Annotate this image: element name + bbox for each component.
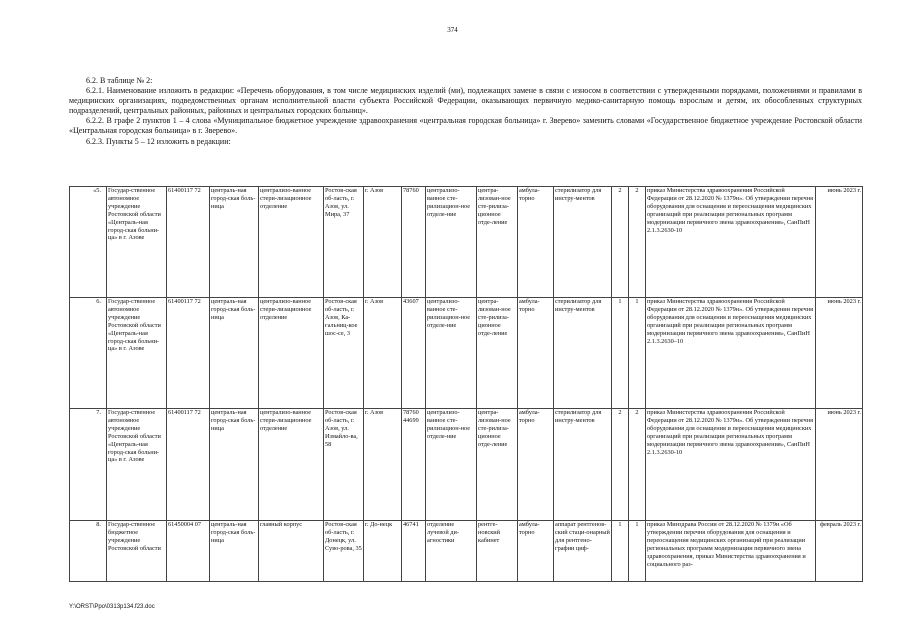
paragraph-6-2-3: 6.2.3. Пункты 5 – 12 изложить в редакции:: [86, 136, 231, 146]
cell-department: централизо-ванное стери-лизационное отделение: [259, 187, 324, 298]
footer-file-path: Y:\ORST\Ppo\0313p134.f23.doc: [69, 604, 155, 610]
cell-organization: Государ-ственное бюджетное учреждение Ростовской области: [107, 521, 167, 582]
cell-num: «5.: [70, 187, 107, 298]
cell-date: февраль 2023 г.: [816, 521, 863, 582]
paragraph-6-2: 6.2. В таблице № 2:: [86, 76, 153, 85]
cell-address: Ростов-ская об-ласть, г. Азов, ул. Мира, 37: [324, 187, 364, 298]
paragraph-6-2-1: 6.2.1. Наименование изложить в редакции: «Перечень оборудования, в том числе медицинских изделий (ми), подлежащих замене в связи с износом в соответствии с утвержденными порядками, положениями и правилами в медицинских организациях, подведомственных органам исполнительной власти субъекта Российской Федерации, оказывающих первичную медико-санитарную помощь взрослым и детям, их обособленных структурных подразделений, центральных районных, районных и центральных городских больниц».: [69, 86, 862, 116]
cell-qty-1: 1: [612, 521, 629, 582]
cell-basis: приказ Министерства здравоохранения Российской Федерации от 28.12.2020 № 1379н». Об утверждении перечня оборудования для оснащения и переоснащения медицинских организаций при реализации региональных программ модернизации первичного звена здравоохранения», СанПиН 2.1.3.2630-10: [646, 187, 816, 298]
cell-oktmo: 43607: [402, 298, 426, 409]
cell-basis: приказ Министерства здравоохранения Российской Федерации от 28.12.2020 № 1379н». Об утверждении перечня оборудования для оснащения и переоснащения медицинских организаций при реализации региональных программ модернизации первичного звена здравоохранения», СанПиН 2.1.3.2630–10: [646, 298, 816, 409]
cell-department: централизо-ванное стери-лизационное отделение: [259, 298, 324, 409]
cell-type: централь-ная город-ская боль-ница: [210, 298, 259, 409]
cell-department: главный корпус: [259, 521, 324, 582]
cell-organization: Государ-ственное автономное учреждение Ростовской области «Централь-ная город-ская больни-ца» в г. Азове: [107, 409, 167, 521]
cell-qty-1: 2: [612, 187, 629, 298]
page-number: 374: [447, 26, 458, 34]
document-body: [69, 76, 862, 147]
cell-city: г. Азов: [364, 409, 402, 521]
table-row: [70, 298, 863, 409]
cell-subunit: центра-лизован-ное сте-рилиза-ционное отде-ление: [477, 298, 518, 409]
cell-date: июнь 2023 г.: [816, 298, 863, 409]
cell-code: 61450004 07: [167, 521, 210, 582]
cell-basis: приказ Министерства здравоохранения Российской Федерации от 28.12.2020 № 1379н». Об утверждении перечня оборудования для оснащения и переоснащения медицинских организаций при реализации региональных программ модернизации первичного звена здравоохранения», СанПиН 2.1.3.2630-10: [646, 409, 816, 521]
cell-equipment: стерилизатор для инстру-ментов: [554, 187, 612, 298]
cell-code: 61400117 72: [167, 298, 210, 409]
table-row: [70, 409, 863, 521]
cell-department: централизо-ванное стери-лизационное отделение: [259, 409, 324, 521]
cell-organization: Государ-ственное автономное учреждение Ростовской области «Централь-ная город-ская больни-ца» в г. Азове: [107, 298, 167, 409]
cell-qty-1: 2: [612, 409, 629, 521]
cell-oktmo: 78760 44699: [402, 409, 426, 521]
cell-subunit: центра-лизован-ное сте-рилиза-ционное отде-ление: [477, 409, 518, 521]
cell-num: 8.: [70, 521, 107, 582]
cell-qty-1: 1: [612, 298, 629, 409]
cell-subunit: рентге-новский кабинет: [477, 521, 518, 582]
cell-num: 6.: [70, 298, 107, 409]
cell-qty-2: 2: [629, 187, 646, 298]
cell-unit: централизо-ванное сте-рилизацион-ное отделе-ние: [426, 187, 477, 298]
cell-basis: приказ Минздрава России от 28.12.2020 № 1379н «Об утверждении перечня оборудования для оснащения и переоснащения медицинских организаций при реализации региональных программ модернизации первичного звена здравоохранения, приказ Министерства здравоохранения и социального раз-: [646, 521, 816, 582]
cell-form: амбула-торно: [518, 521, 554, 582]
paragraph-6-2-2: 6.2.2. В графе 2 пунктов 1 – 4 слова «Муниципальное бюджетное учреждение здравоохранения «центральная городская больница» г. Зверево» заменить словами «Государственное бюджетное учреждение Ростовской области «Центральная городская больница» в г. Зверево».: [69, 116, 862, 136]
cell-subunit: центра-лизован-ное сте-рилиза-ционное отде-ление: [477, 187, 518, 298]
cell-address: Ростов-ская об-ласть, г. Азов, Ка-гальниц-кое шос-се, 3: [324, 298, 364, 409]
cell-address: Ростов-ская об-ласть, г. Донецк, ул. Суво-рова, 35: [324, 521, 364, 582]
cell-type: централь-ная город-ская боль-ница: [210, 521, 259, 582]
cell-city: г. Азов: [364, 298, 402, 409]
cell-code: 61400117 72: [167, 409, 210, 521]
cell-oktmo: 78760: [402, 187, 426, 298]
cell-unit: централизо-ванное сте-рилизацион-ное отделе-ние: [426, 409, 477, 521]
cell-code: 61400117 72: [167, 187, 210, 298]
cell-type: централь-ная город-ская боль-ница: [210, 409, 259, 521]
cell-unit: централизо-ванное сте-рилизацион-ное отделе-ние: [426, 298, 477, 409]
cell-equipment: аппарат рентгенов-ский стаци-онарный для рентгено-графии циф-: [554, 521, 612, 582]
cell-qty-2: 2: [629, 409, 646, 521]
cell-form: амбула-торно: [518, 409, 554, 521]
cell-form: амбула-торно: [518, 187, 554, 298]
table-row: [70, 187, 863, 298]
cell-form: амбула-торно: [518, 298, 554, 409]
table-row: [70, 521, 863, 582]
cell-date: июнь 2023 г.: [816, 409, 863, 521]
cell-num: 7.: [70, 409, 107, 521]
cell-qty-2: 1: [629, 521, 646, 582]
cell-equipment: стерилизатор для инстру-ментов: [554, 409, 612, 521]
cell-type: централь-ная город-ская боль-ница: [210, 187, 259, 298]
cell-qty-2: 1: [629, 298, 646, 409]
cell-city: г. Азов: [364, 187, 402, 298]
cell-city: г. До-нецк: [364, 521, 402, 582]
cell-organization: Государ-ственное автономное учреждение Ростовской области «Централь-ная город-ская больни-ца» в г. Азове: [107, 187, 167, 298]
equipment-table: [69, 186, 863, 582]
cell-address: Ростов-ская об-ласть, г. Азов, ул. Измайло-ва, 58: [324, 409, 364, 521]
cell-unit: отделение лучевой ди-агностики: [426, 521, 477, 582]
cell-oktmo: 46741: [402, 521, 426, 582]
cell-date: июнь 2023 г.: [816, 187, 863, 298]
cell-equipment: стерилизатор для инстру-ментов: [554, 298, 612, 409]
